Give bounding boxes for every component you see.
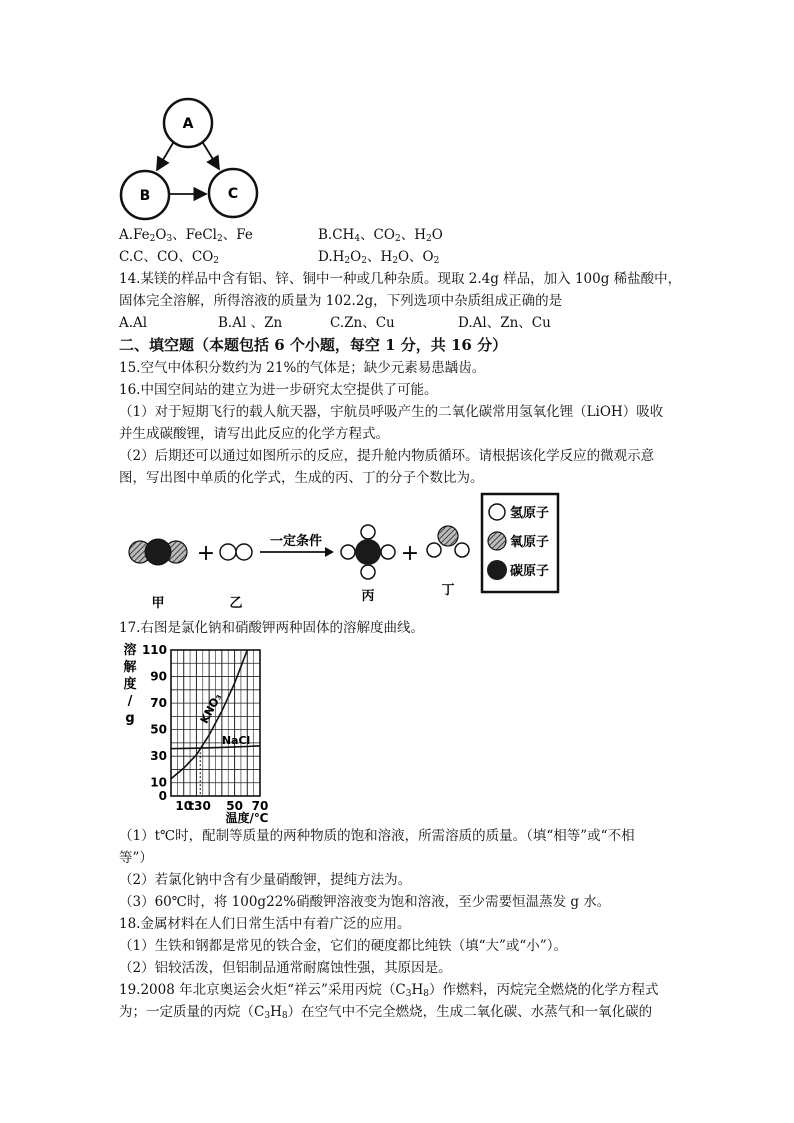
q13-option-d: $D.H_2O_2$、$H_2O$、$O_2$: [318, 249, 440, 266]
y-axis-label-char: 度: [123, 677, 137, 692]
molecule-ding: [427, 526, 469, 557]
legend-hydrogen-label: 氢原子: [510, 506, 550, 521]
q16-part1-line2: 并生成碳酸锂，请写出此反应的化学方程式。: [119, 426, 389, 442]
legend-carbon-icon: [487, 560, 507, 580]
legend-oxygen-icon: [488, 532, 506, 550]
solubility-chart: [115, 640, 300, 825]
svg-text:溶解度/g: [123, 642, 137, 726]
legend-carbon-label: 碳原子: [510, 564, 550, 579]
q16-intro: 16.中国空间站的建立为进一步研究太空提供了可能。: [119, 382, 438, 398]
section2-heading: 二、填空题（本题包括 6 个小题，每空 1 分，共 16 分）: [119, 336, 508, 354]
series-label-kno3: KNO₃: [197, 691, 225, 726]
y-axis-label-char: /: [127, 694, 133, 709]
q16-part2-line1: （2）后期还可以通过如图所示的反应，提升舱内物质循环。请根据该化学反应的微观示意: [119, 448, 655, 464]
q18-part1: （1）生铁和钢都是常见的铁合金，它们的硬度都比纯铁（填“大”或“小”）。: [119, 938, 567, 954]
q18-intro: 18.金属材料在人们日常生活中有着广泛的应用。: [119, 916, 411, 932]
q14-option-a: A.Al: [119, 315, 148, 331]
y-axis-label-char: g: [125, 711, 135, 726]
q13-option-a: $A.Fe_2O_3$、FeCl$_2$、Fe: [119, 227, 253, 244]
q14-option-d: D.Al、Zn、Cu: [458, 315, 551, 331]
molecule-yi: [220, 544, 252, 560]
y-axis-label-char: 解: [123, 660, 137, 675]
y-tick-label: 70: [150, 696, 167, 711]
molecule-bing: [341, 525, 395, 579]
label-ding: 丁: [441, 583, 455, 598]
q14-line2: 固体完全溶解，所得溶液的质量为 102.2g，下列选项中杂质组成正确的是: [119, 293, 563, 309]
q19-line2: 为；一定质量的丙烷$(C_3H_8)$在空气中不完全燃烧，生成二氧化碳、水蒸气和一氧化碳的: [119, 1004, 653, 1021]
q16-part1-line1: （1）对于短期飞行的载人航天器，宇航员呼吸产生的二氧化碳常用氢氧化锂（LiOH）吸收: [119, 404, 664, 420]
node-c-label: C: [227, 186, 239, 202]
x-tick-label: 50: [226, 799, 243, 813]
q18-part2: （2）铝较活泼，但铝制品通常耐腐蚀性强，其原因是。: [119, 960, 452, 976]
y-tick-label: 110: [141, 643, 167, 657]
plus-sign-2: +: [400, 541, 420, 566]
legend-oxygen-label: 氧原子: [510, 535, 550, 550]
q14-line1: 14.某镁的样品中含有铝、锌、铜中一种或几种杂质。现取 2.4g 样品，加入 100g 稀盐酸中，: [119, 271, 682, 287]
node-a-label: A: [182, 116, 194, 132]
q17-part1-line1: （1）t℃时，配制等质量的两种物质的饱和溶液，所需溶质的质量。（填“相等”或“不相: [119, 828, 635, 844]
abc-cycle-diagram: [115, 95, 265, 225]
x-tick-label: 10: [175, 799, 193, 813]
q14-option-c: C.Zn、Cu: [330, 315, 395, 331]
q17-part2: （2）若氯化钠中含有少量硝酸钾，提纯方法为。: [119, 872, 412, 888]
q17-part3: （3）60℃时，将 100g22%硝酸钾溶液变为饱和溶液，至少需要恒温蒸发 g 水。: [119, 894, 611, 910]
y-tick-label: 10: [150, 775, 167, 790]
q16-part2-line2: 图，写出图中单质的化学式，生成的丙、丁的分子个数比为。: [119, 470, 484, 486]
q19-line1: 19.2008 年北京奥运会火炬“祥云”采用丙烷$(C_3H_8)$作燃料，丙烷完全燃烧的化学方程式: [119, 982, 659, 999]
series-label-nacl: NaCl: [221, 734, 251, 748]
y-tick-label: 50: [150, 722, 167, 737]
node-b-label: B: [139, 188, 151, 204]
chart-y-axis-label: [123, 642, 137, 726]
plus-sign-1: +: [196, 541, 216, 566]
q17-part1-line2: 等”）: [119, 850, 153, 866]
chart-x-axis-label: 温度/℃: [225, 811, 269, 825]
q17-intro: 17.右图是氯化钠和硝酸钾两种固体的溶解度曲线。: [119, 620, 424, 636]
q15-text: 15.空气中体积分数约为 21%的气体是；缺少元素易患龋齿。: [119, 360, 486, 376]
y-tick-label: 90: [150, 669, 167, 684]
label-bing: 丙: [361, 589, 375, 604]
reaction-micro-diagram: [120, 490, 560, 615]
reaction-condition-label: 一定条件: [269, 534, 323, 549]
label-jia: 甲: [151, 596, 165, 611]
chart-y-tick-labels: [142, 643, 167, 803]
y-tick-label: 0: [158, 789, 167, 803]
x-tick-label: 70: [251, 799, 269, 813]
molecule-jia: [129, 539, 187, 565]
q14-option-b: B.Al 、Zn: [218, 315, 283, 331]
x-tick-label: t30: [188, 799, 211, 813]
label-yi: 乙: [229, 596, 243, 611]
y-tick-label: 30: [150, 749, 167, 764]
y-axis-label-char: 溶: [123, 643, 137, 658]
q13-option-c: C.C、CO、$CO_2$: [119, 249, 219, 266]
q13-option-b: $B.CH_4$、$CO_2$、$H_2O$: [318, 227, 443, 244]
legend-hydrogen-icon: [489, 504, 505, 520]
